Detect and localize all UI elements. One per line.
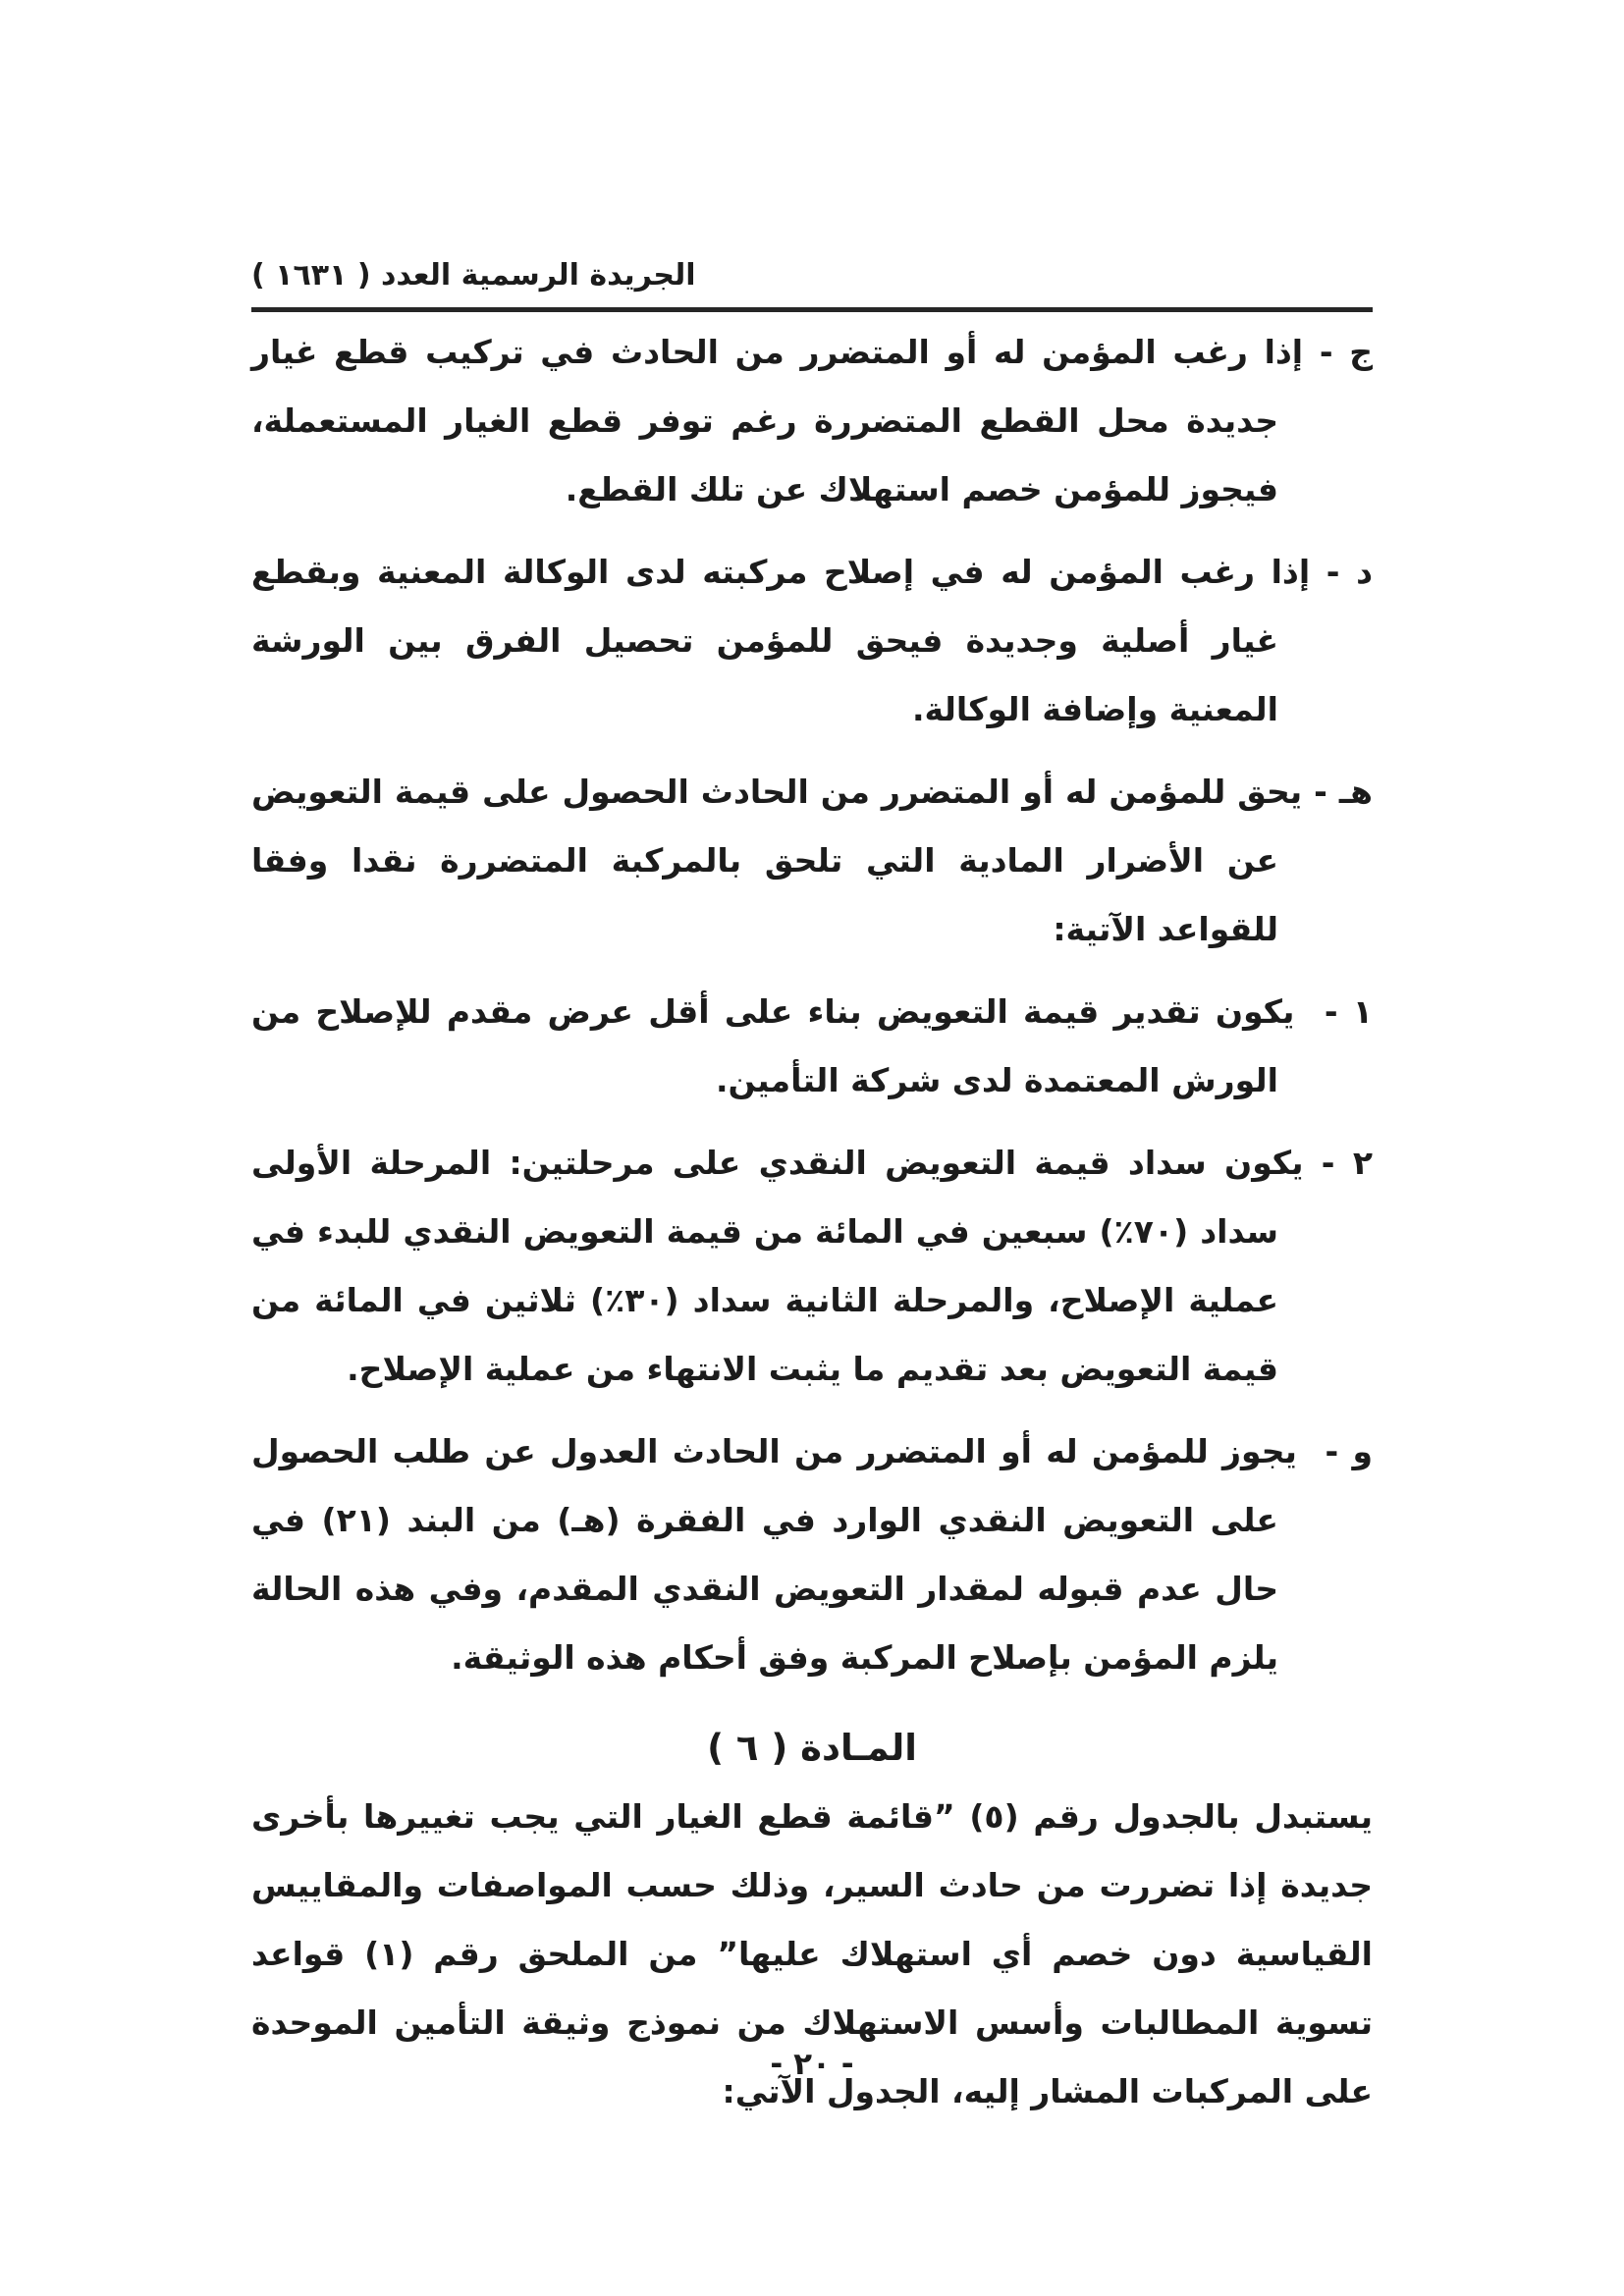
clause-text: يكون سداد قيمة التعويض النقدي على مرحلتين: المرحلة الأولى سداد (٧٠٪) سبعين في المائة من قيمة التعويض النقدي للبدء في عملية الإصلاح، والمرحلة الثانية سداد (٣٠٪) ثلاثين في المائة من قيمة التعويض بعد تقديم ما يثبت الانتهاء من عملية الإصلاح. [251, 1144, 1304, 1388]
clause-item-2 [251, 1129, 1373, 1404]
clause-text: يكون تقدير قيمة التعويض بناء على أقل عرض مقدم للإصلاح من الورش المعتمدة لدى شركة التأمين. [251, 992, 1295, 1099]
clause-item-jeem [251, 318, 1373, 524]
article-6-heading: المـادة ( ٦ ) [707, 1727, 917, 1769]
clause-text: إذا رغب المؤمن له في إصلاح مركبته لدى الوكالة المعنية وبقطع غيار أصلية وجديدة فيحق للمؤمن تحصيل الفرق بين الورشة المعنية وإضافة الوكالة. [251, 553, 1311, 728]
clause-text: يحق للمؤمن له أو المتضرر من الحادث الحصول على قيمة التعويض عن الأضرار المادية التي تلحق بالمركبة المتضررة نقدا وفقا للقواعد الآتية: [251, 773, 1303, 948]
clause-marker: د - [1310, 553, 1374, 591]
clause-marker: هـ - [1302, 773, 1373, 811]
clause-marker: و - [1296, 1432, 1373, 1470]
clause-marker: ١ - [1294, 992, 1373, 1031]
clause-marker: ج - [1303, 333, 1373, 371]
clause-list [251, 318, 1373, 1692]
clause-marker: ٢ - [1303, 1144, 1373, 1182]
clause-item-waw [251, 1417, 1373, 1692]
header-rule [251, 307, 1373, 312]
clause-text: يجوز للمؤمن له أو المتضرر من الحادث العدول عن طلب الحصول على التعويض النقدي الوارد في الفقرة (هـ) من البند (٢١) في حال عدم قبوله لمقدار التعويض النقدي المقدم، وفي هذه الحالة يلزم المؤمن بإصلاح المركبة وفق أحكام هذه الوثيقة. [251, 1432, 1297, 1677]
content-column [251, 0, 1373, 2126]
clause-item-1 [251, 978, 1373, 1115]
article-6-body: يستبدل بالجدول رقم (٥) ”قائمة قطع الغيار التي يجب تغييرها بأخرى جديدة إذا تضررت من حادث السير، وذلك حسب المواصفات والمقاييس القياسية دون خصم أي استهلاك عليها” من الملحق رقم (١) قواعد تسوية المطالبات وأسس الاستهلاك من نموذج وثيقة التأمين الموحدة على المركبات المشار إليه، الجدول الآتي: [251, 1797, 1373, 2110]
clause-text: إذا رغب المؤمن له أو المتضرر من الحادث في تركيب قطع غيار جديدة محل القطع المتضررة رغم توفر قطع الغيار المستعملة، فيجوز للمؤمن خصم استهلاك عن تلك القطع. [251, 333, 1304, 508]
clause-item-dal [251, 538, 1373, 744]
page-number: - ٢٠ - [770, 2047, 854, 2082]
gazette-header: الجريدة الرسمية العدد ( ١٦٣١ ) [251, 258, 696, 293]
clause-item-ha [251, 758, 1373, 964]
